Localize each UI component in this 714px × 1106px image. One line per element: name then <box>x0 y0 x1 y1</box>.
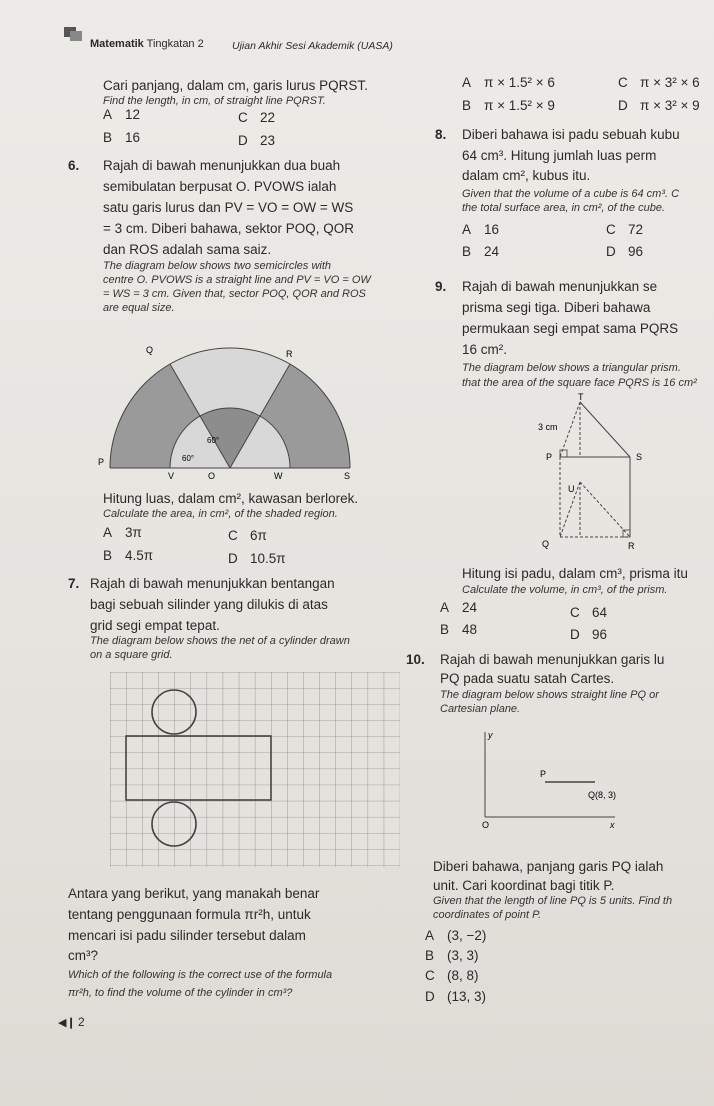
q10-prompt-en-0: Given that the length of line PQ is 5 units. Find th <box>433 895 673 907</box>
q7-option-d[interactable]: D π × 3² × 9 <box>618 98 700 113</box>
q7-prompt-en-0: Which of the following is the correct use of the formula <box>68 969 333 981</box>
q6-angle-lower: 60° <box>182 454 195 463</box>
q7-prompt-en-1: πr²h, to find the volume of the cylinder in cm³? <box>68 987 293 999</box>
q9-number: 9. <box>435 279 447 294</box>
q6-prompt-ms: Hitung luas, dalam cm², kawasan berlorek. <box>103 491 359 506</box>
q7-option-b[interactable]: B π × 1.5² × 9 <box>462 98 555 113</box>
q9-option-a[interactable]: A 24 <box>440 600 478 615</box>
q6-angle-upper: 60° <box>207 436 220 445</box>
q6-label-w: W <box>274 471 283 480</box>
q6-ms-4: dan ROS adalah sama saiz. <box>103 242 272 257</box>
q7-prompt-ms-0: Antara yang berikut, yang manakah benar <box>68 886 320 901</box>
q9-en-1: that the area of the square face PQRS is 16 cm² <box>462 377 697 389</box>
q7-en-0: The diagram below shows the net of a cylinder drawn <box>90 635 350 647</box>
q6-option-d[interactable]: D 10.5π <box>228 551 286 566</box>
q10-ms-0: Rajah di bawah menunjukkan garis lu <box>440 652 665 667</box>
q10-prompt-ms-0: Diberi bahawa, panjang garis PQ ialah <box>433 859 664 874</box>
q8-ms-2: dalam cm², kubus itu. <box>462 168 591 183</box>
q8-option-b[interactable]: B 24 <box>462 244 500 259</box>
q8-ms-0: Diberi bahawa isi padu sebuah kubu <box>462 127 680 142</box>
q10-option-d[interactable]: D (13, 3) <box>425 989 487 1004</box>
q6-option-b[interactable]: B 4.5π <box>103 548 154 563</box>
q8-option-c[interactable]: C 72 <box>606 222 644 237</box>
q7-cylinder-net-grid <box>110 672 400 867</box>
q7-prompt-ms-2: mencari isi padu silinder tersebut dalam <box>68 928 306 943</box>
q10-label-p: P <box>540 769 547 779</box>
q10-cartesian-diagram <box>470 722 620 837</box>
q9-label-length: 3 cm <box>538 422 558 432</box>
q6-number: 6. <box>68 158 80 173</box>
q9-option-b[interactable]: B 48 <box>440 622 478 637</box>
q9-label-q: Q <box>542 539 550 549</box>
q9-ms-0: Rajah di bawah menunjukkan se <box>462 279 658 294</box>
q9-label-r: R <box>628 541 635 551</box>
q8-number: 8. <box>435 127 447 142</box>
q6-label-p: P <box>98 457 105 467</box>
q9-prompt-ms: Hitung isi padu, dalam cm³, prisma itu <box>462 566 688 581</box>
q7-option-c[interactable]: C π × 3² × 6 <box>618 75 700 90</box>
q10-number: 10. <box>406 652 425 667</box>
q9-option-d[interactable]: D 96 <box>570 627 608 642</box>
page-number: 2 <box>78 1015 85 1029</box>
q10-en-0: The diagram below shows straight line PQ or <box>440 689 659 701</box>
q10-ms-1: PQ pada suatu satah Cartes. <box>440 671 615 686</box>
q6-semicircle-diagram <box>90 305 370 480</box>
q8-option-d[interactable]: D 96 <box>606 244 644 259</box>
q5-option-b[interactable]: B 16 <box>103 130 141 145</box>
q6-prompt-en: Calculate the area, in cm², of the shaded region. <box>103 508 338 520</box>
q9-label-u: U <box>568 484 575 494</box>
q8-option-a[interactable]: A 16 <box>462 222 500 237</box>
q7-option-a[interactable]: A π × 1.5² × 6 <box>462 75 555 90</box>
q10-en-1: Cartesian plane. <box>440 703 521 715</box>
q10-option-c[interactable]: C (8, 8) <box>425 968 479 983</box>
q7-en-1: on a square grid. <box>90 649 173 661</box>
q5-option-c[interactable]: C 22 <box>238 110 276 125</box>
q9-label-t: T <box>578 392 584 402</box>
q10-option-b[interactable]: B (3, 3) <box>425 948 479 963</box>
q6-en-2: = WS = 3 cm. Given that, sector POQ, QOR and ROS <box>103 288 366 300</box>
q5-en: Find the length, in cm, of straight line PQRST. <box>103 95 326 107</box>
q10-label-x: x <box>610 820 615 830</box>
q10-label-y: y <box>488 730 493 740</box>
q9-prism-diagram <box>520 392 670 562</box>
q5-option-a[interactable]: A 12 <box>103 107 141 122</box>
q6-ms-2: satu garis lurus dan PV = VO = OW = WS <box>103 200 354 215</box>
q7-ms-1: bagi sebuah silinder yang dilukis di atas <box>90 597 328 612</box>
q8-en-1: the total surface area, in cm², of the cube. <box>462 202 665 214</box>
q5-option-d[interactable]: D 23 <box>238 133 276 148</box>
q7-prompt-ms-3: cm³? <box>68 948 98 963</box>
q9-ms-1: prisma segi tiga. Diberi bahawa <box>462 300 651 315</box>
header-subtitle: Ujian Akhir Sesi Akademik (UASA) <box>232 40 393 52</box>
q6-label-r: R <box>286 349 293 359</box>
q10-prompt-en-1: coordinates of point P. <box>433 909 542 921</box>
q10-label-q: Q(8, 3) <box>588 790 617 800</box>
q9-label-s: S <box>636 452 643 462</box>
q7-ms-0: Rajah di bawah menunjukkan bentangan <box>90 576 335 591</box>
q6-en-0: The diagram below shows two semicircles with <box>103 260 332 272</box>
q6-label-v: V <box>168 471 175 480</box>
q9-label-p: P <box>546 452 553 462</box>
q6-option-c[interactable]: C 6π <box>228 528 267 543</box>
q6-label-q: Q <box>146 345 154 355</box>
q6-ms-1: semibulatan berpusat O. PVOWS ialah <box>103 179 337 194</box>
q5-ms: Cari panjang, dalam cm, garis lurus PQRST. <box>103 78 368 93</box>
q8-ms-1: 64 cm³. Hitung jumlah luas perm <box>462 148 657 163</box>
q6-ms-3: = 3 cm. Diberi bahawa, sektor POQ, QOR <box>103 221 354 236</box>
q9-ms-3: 16 cm². <box>462 342 508 357</box>
q6-label-s: S <box>344 471 351 480</box>
q7-prompt-ms-1: tentang penggunaan formula πr²h, untuk <box>68 907 311 922</box>
q7-ms-2: grid segi empat tepat. <box>90 618 220 633</box>
header-title: Matematik Tingkatan 2 <box>90 38 204 50</box>
q9-en-0: The diagram below shows a triangular prism. <box>462 362 681 374</box>
q6-en-3: are equal size. <box>103 302 175 314</box>
header-logo <box>62 25 84 43</box>
q10-option-a[interactable]: A (3, −2) <box>425 928 487 943</box>
q9-prompt-en: Calculate the volume, in cm³, of the prism. <box>462 584 668 596</box>
q6-ms-0: Rajah di bawah menunjukkan dua buah <box>103 158 341 173</box>
q7-number: 7. <box>68 576 80 591</box>
q6-label-o: O <box>208 471 216 480</box>
page-back-arrow-icon: ◀❙ <box>58 1017 76 1029</box>
q8-en-0: Given that the volume of a cube is 64 cm³. C <box>462 188 680 200</box>
q10-prompt-ms-1: unit. Cari koordinat bagi titik P. <box>433 878 615 893</box>
q9-ms-2: permukaan segi empat sama PQRS <box>462 321 679 336</box>
q6-en-1: centre O. PVOWS is a straight line and PV = VO = OW <box>103 274 371 286</box>
q10-label-o: O <box>482 820 490 830</box>
q6-option-a[interactable]: A 3π <box>103 525 142 540</box>
q9-option-c[interactable]: C 64 <box>570 605 608 620</box>
